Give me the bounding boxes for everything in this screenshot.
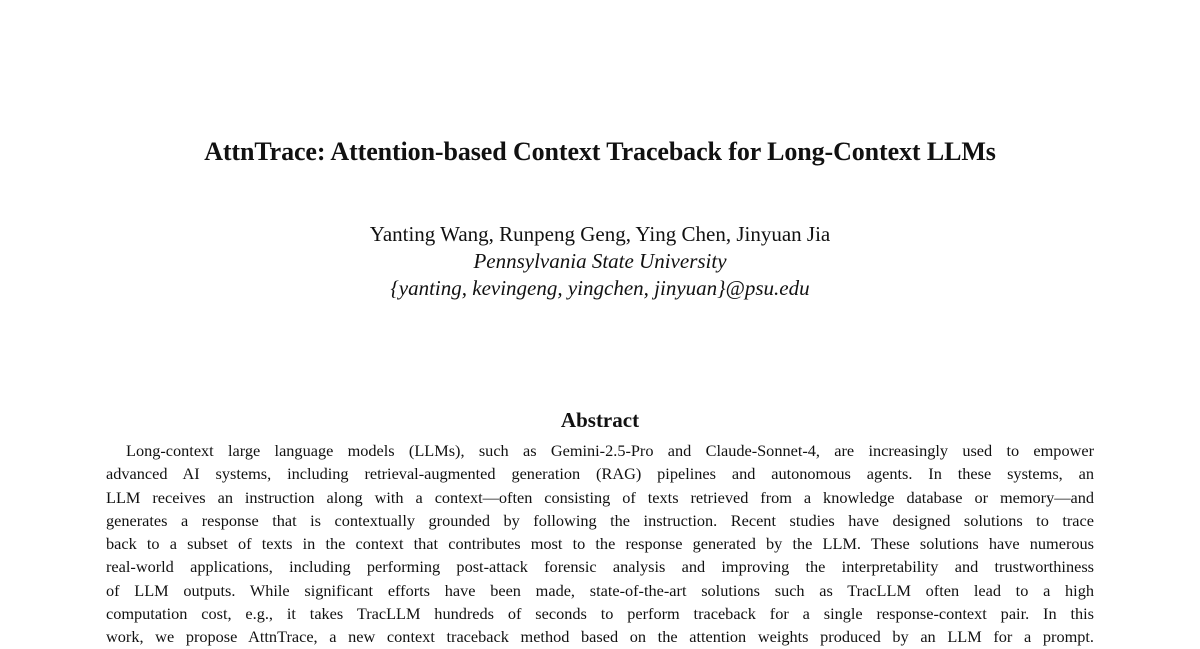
abstract-line: of LLM outputs. While significant efforts have been made, state-of-the-art solutions such as TracLLM often lead to a high: [106, 580, 1094, 600]
abstract-line: generates a response that is contextually grounded by following the instruction. Recent studies have designed solutions to trace: [106, 510, 1094, 530]
paper-title: AttnTrace: Attention-based Context Traceback for Long-Context LLMs: [204, 137, 996, 166]
abstract-body: [106, 439, 1094, 649]
abstract-line: computation cost, e.g., it takes TracLLM hundreds of seconds to perform traceback for a single response-context pair. In this: [106, 604, 1094, 624]
author-email: {yanting, kevingeng, yingchen, jinyuan}@psu.edu: [390, 276, 810, 300]
author-block: [0, 221, 1200, 302]
affiliation: Pennsylvania State University: [473, 249, 727, 273]
abstract-line: real-world applications, including performing post-attack forensic analysis and improving the interpretability and trustworthiness: [106, 557, 1094, 577]
abstract-line: work, we propose AttnTrace, a new context traceback method based on the attention weights produced by an LLM for a prompt.: [106, 627, 1094, 647]
author-names: Yanting Wang, Runpeng Geng, Ying Chen, Jinyuan Jia: [369, 222, 831, 246]
abstract-line: advanced AI systems, including retrieval-augmented generation (RAG) pipelines and autonomous agents. In these systems, an: [106, 464, 1094, 484]
abstract-heading: Abstract: [560, 408, 640, 432]
abstract-line: LLM receives an instruction along with a context—often consisting of texts retrieved from a knowledge database or memory—and: [106, 487, 1094, 507]
abstract-line: back to a subset of texts in the context that contributes most to the response generated by the LLM. These solutions have numerous: [106, 534, 1094, 554]
abstract-line: Long-context large language models (LLMs), such as Gemini-2.5-Pro and Claude-Sonnet-4, are increasingly used to empower: [126, 441, 1094, 460]
